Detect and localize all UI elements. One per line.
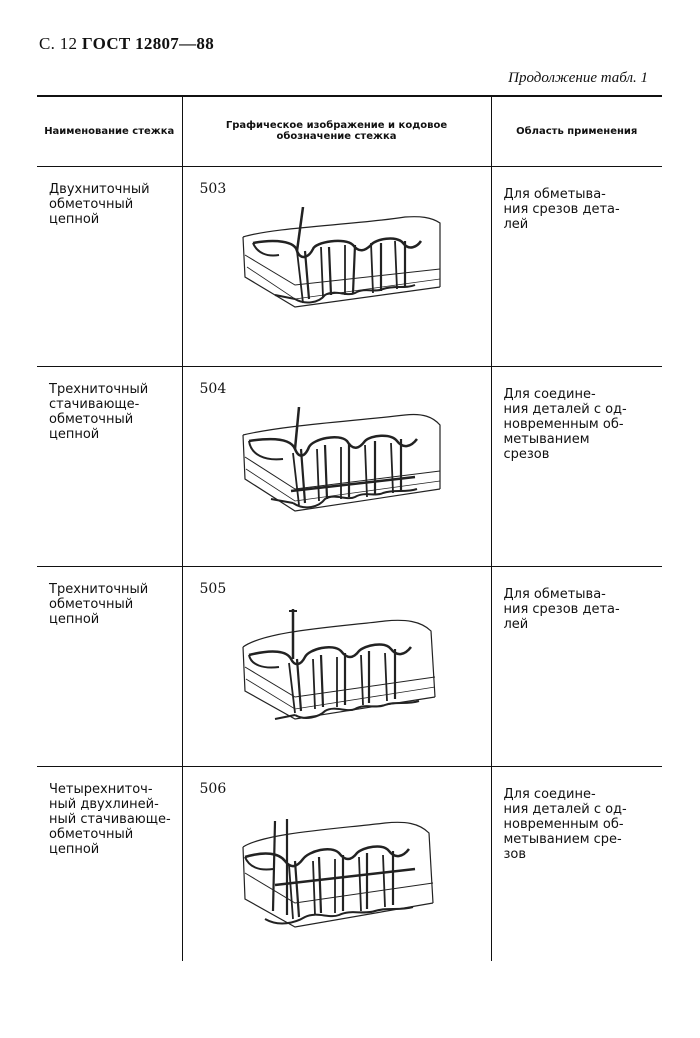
stitch-code: 503: [199, 180, 227, 197]
table-row: [37, 566, 662, 766]
application-area: Для соедине- ния деталей с од- новременным об- метыванием срезов: [491, 366, 662, 566]
stitch-name-cell: [37, 166, 182, 366]
page-ref: С. 12: [39, 34, 78, 53]
stitch-figure-cell: [182, 566, 491, 766]
column-header-area: Область применения: [491, 96, 662, 166]
stitch-name: Трехниточный стачивающе- обметочный цепной: [49, 381, 149, 442]
stitch-figure-cell: [182, 366, 491, 566]
stitch-506-illustration: [235, 807, 455, 947]
column-header-name: Наименование стежка: [37, 96, 182, 166]
application-area: Для обметыва- ния срезов дета- лей: [491, 166, 662, 366]
stitch-code: 506: [199, 780, 227, 797]
table-row: [37, 166, 662, 366]
table-row: [37, 766, 662, 961]
stitch-name: Четырехниточ- ный двухлиней- ный стачивающе- обметочный цепной: [49, 781, 171, 857]
column-header-image: Графическое изображение и кодовое обозначение стежка: [182, 96, 491, 166]
stitch-table: [37, 95, 662, 961]
stitch-name-cell: [37, 766, 182, 961]
stitch-code: 505: [199, 580, 227, 597]
stitch-name: Трехниточный обметочный цепной: [49, 581, 149, 627]
stitch-name-cell: [37, 566, 182, 766]
document-code: ГОСТ 12807—88: [81, 34, 214, 53]
table-continuation-label: Продолжение табл. 1: [508, 70, 648, 86]
stitch-503-illustration: [235, 207, 455, 337]
stitch-505-illustration: [235, 607, 455, 737]
stitch-504-illustration: [235, 407, 455, 537]
stitch-figure-cell: [182, 166, 491, 366]
table-header-row: [37, 96, 662, 166]
stitch-name-cell: [37, 366, 182, 566]
application-area: Для обметыва- ния срезов дета- лей: [491, 566, 662, 766]
table-row: [37, 366, 662, 566]
stitch-name: Двухниточный обметочный цепной: [49, 181, 150, 227]
stitch-code: 504: [199, 380, 227, 397]
page-header: [39, 34, 214, 54]
application-area: Для соедине- ния деталей с од- новременным об- метыванием сре- зов: [503, 786, 627, 862]
stitch-figure-cell: [182, 766, 491, 961]
